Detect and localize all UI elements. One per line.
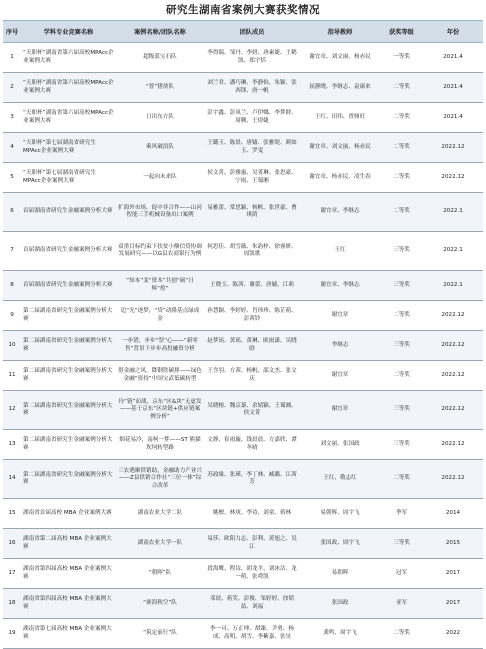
team-members-cell: 何思佳、胡雪薇、朱韵梓、徐睿妍、周凯歌 — [204, 232, 300, 271]
table-row — [3, 163, 483, 193]
row-number-cell: 5 — [3, 163, 21, 193]
award-year-cell: 2022.12 — [423, 331, 483, 361]
row-number-cell: 3 — [3, 103, 21, 133]
row-number-cell: 17 — [3, 559, 21, 589]
team-members-cell: 姚檀、林庚、李诗、刘童、蒋林 — [204, 499, 300, 529]
award-level-cell: 三等奖 — [380, 232, 423, 271]
competition-name-cell: 湖南省第四届高校 MBA 企业案例大赛 — [21, 559, 116, 589]
table-row — [3, 271, 483, 301]
case-name-cell: “赛海秋空”队 — [116, 589, 204, 619]
competition-name-cell: 第二届湖南省研究生金融案例分析大赛 — [21, 361, 116, 391]
table-row — [3, 460, 483, 499]
competition-name-cell: 湖南省第七届高校 MBA 企业案例大赛 — [21, 619, 116, 649]
award-year-cell: 2022.12 — [423, 301, 483, 331]
award-year-cell: 2022.12 — [423, 163, 483, 193]
case-name-cell: 追“光”逐梦，“贷”动隆基点绿成金 — [116, 301, 204, 331]
award-year-cell: 2022.12 — [423, 361, 483, 391]
award-year-cell: 2022.1 — [423, 193, 483, 232]
case-name-cell: 一步错，步步“祭”心——“新零售”背景下步步高投融资分析 — [116, 331, 204, 361]
award-level-cell: 三等奖 — [380, 331, 423, 361]
advisors-cell: 谢宜章、刘文丽、杨赤民 — [300, 43, 380, 73]
header-row — [3, 21, 483, 43]
competition-name-cell: 第二届湖南省研究生金融案例分析大赛 — [21, 301, 116, 331]
header-cell: 年份 — [423, 21, 483, 43]
advisors-cell: 易朝晖 — [300, 559, 380, 589]
team-members-cell: 彭宇鑫、彭凤兰、卢伊娜、李梦群、周腾、王煜婕 — [204, 103, 300, 133]
case-name-cell: 一起向未来队 — [116, 163, 204, 193]
award-year-cell: 2021.4 — [423, 43, 483, 73]
header-cell: 获奖等级 — [380, 21, 423, 43]
award-level-cell: 二等奖 — [380, 133, 423, 163]
row-number-cell: 18 — [3, 589, 21, 619]
award-year-cell: 2015 — [423, 529, 483, 559]
award-level-cell: 二等奖 — [380, 73, 423, 103]
team-members-cell: 段海鹰、程诗、胡龙平、刘冰洁、龙一萌、张舜凯 — [204, 559, 300, 589]
advisors-cell: 谢宜章、杨赤民、凌生春 — [300, 163, 380, 193]
award-level-cell: 季军 — [380, 499, 423, 529]
competition-name-cell: 首届湖南省研究生金融案例分析大赛 — [21, 193, 116, 232]
competition-name-cell: “天职杯”湖南省第六届高校MPAcc企业案例大赛 — [21, 103, 116, 133]
row-number-cell: 11 — [3, 361, 21, 391]
advisors-cell: 龚鸣、周宇飞 — [300, 619, 380, 649]
advisors-cell: 谢宜章、李继志 — [300, 193, 380, 232]
team-members-cell: 侯文菁、彭雅惠、吴菁琳、张思豪、宁雨、王蜀湘 — [204, 163, 300, 193]
award-level-cell: 三等奖 — [380, 529, 423, 559]
team-members-cell: 吴晓榕、魏京蓁、余婧颖、王蜀湘、侯文菁 — [204, 391, 300, 430]
team-members-cell: 易雅蕾、常思颖、杨帆、张世豪、曹琪荫 — [204, 193, 300, 232]
table-row — [3, 133, 483, 163]
case-name-cell: 乘风破浪队 — [116, 133, 204, 163]
team-members-cell: 王璐玉、陈晨、唐嫱、张雅缇、颜如玉、罗雯 — [204, 133, 300, 163]
award-level-cell: 冠军 — [380, 559, 423, 589]
table-row — [3, 232, 483, 271]
competition-name-cell: 第二届湖南省研究生金融案例分析大赛 — [21, 460, 116, 499]
row-number-cell: 9 — [3, 301, 21, 331]
award-level-cell: 二等奖 — [380, 619, 423, 649]
award-year-cell: 2017 — [423, 559, 483, 589]
row-number-cell: 12 — [3, 391, 21, 430]
award-year-cell: 2021.4 — [423, 103, 483, 133]
table-row — [3, 430, 483, 460]
advisors-cell: 易朝辉、周宇飞 — [300, 499, 380, 529]
award-level-cell: 二等奖 — [380, 163, 423, 193]
award-level-cell: 二等奖 — [380, 301, 423, 331]
competition-name-cell: 首届湖南省研究生金融案例分析大赛 — [21, 232, 116, 271]
case-name-cell: 玲“链”而战，京东“区&块”无虚发——基于京东“区块链+供应链案例分析” — [116, 391, 204, 430]
row-number-cell: 10 — [3, 331, 21, 361]
case-name-cell: 湖南农业大学二队 — [116, 499, 204, 529]
advisors-cell: 张国政 — [300, 589, 380, 619]
case-name-cell: 超级蓝宝石队 — [116, 43, 204, 73]
award-level-cell: 二等奖 — [380, 193, 423, 232]
team-members-cell: 孙慧颖、李婷婷、肖珍珍、陈芷萌、彭茜铃 — [204, 301, 300, 331]
advisors-cell: 谢宜章 — [300, 361, 380, 391]
advisors-cell: 刘文丽、张国政 — [300, 430, 380, 460]
header-cell: 学科专业竞赛名称 — [21, 21, 116, 43]
row-number-cell: 15 — [3, 499, 21, 529]
team-members-cell: 易莎、欧阳力志、彭利、黄旭之、吴江 — [204, 529, 300, 559]
table-header — [3, 21, 483, 43]
team-members-cell: 王晓玉、陈茜、谢蕾、唐嫱、江莉 — [204, 271, 300, 301]
case-name-cell: “智”猪侠队 — [116, 73, 204, 103]
row-number-cell: 1 — [3, 43, 21, 73]
row-number-cell: 6 — [3, 193, 21, 232]
case-name-cell: 借金融之风，降钢铁碳排——绿色金融“资持”中国宝武低碳转型 — [116, 361, 204, 391]
advisors-cell: 谢宜章、李继志 — [300, 271, 380, 301]
team-members-cell: 苏政缘、张瑛、李丁林、臧璐、江茜芳 — [204, 460, 300, 499]
award-level-cell: 二等奖 — [380, 361, 423, 391]
team-members-cell: 李一可、万正坤、胡臻、尹勇、杨成、高明、胡雪、李紫嘉、张昊 — [204, 619, 300, 649]
table-row — [3, 619, 483, 649]
competition-name-cell: 第二届湖南省研究生金融案例分析大赛 — [21, 391, 116, 430]
row-number-cell: 13 — [3, 430, 21, 460]
award-level-cell: 三等奖 — [380, 430, 423, 460]
competition-name-cell: 第二届湖南省研究生金融案例分析大赛 — [21, 430, 116, 460]
table-row — [3, 499, 483, 529]
team-members-cell: 赵梦瑶、黄瑶、黄琳、欧雨潇、吴晓晗 — [204, 331, 300, 361]
table-row — [3, 43, 483, 73]
table-body — [3, 43, 483, 649]
table-row — [3, 331, 483, 361]
table-row — [3, 589, 483, 619]
case-name-cell: 扩海外市场，促中非合作——山河智能三手机械设备出口案例 — [116, 193, 204, 232]
award-year-cell: 2022.1 — [423, 271, 483, 301]
award-year-cell: 2022.12 — [423, 460, 483, 499]
advisors-cell: 王红 — [300, 232, 380, 271]
award-year-cell: 2022.12 — [423, 391, 483, 430]
award-level-cell: 一等奖 — [380, 43, 423, 73]
case-name-cell: “知本”变“资本”共创“硕”日辉“煌” — [116, 271, 204, 301]
award-year-cell: 2022.12 — [423, 133, 483, 163]
team-members-cell: 王含羽、方茜、杨帆、邵文杰、张文庆 — [204, 361, 300, 391]
table-row — [3, 559, 483, 589]
table-row — [3, 391, 483, 430]
case-name-cell: 三农遇顺供销助，金融助力产业兴——Z县供销合作社“三位一体”综合改革 — [116, 460, 204, 499]
case-name-cell: 湖南农业大学一队 — [116, 529, 204, 559]
advisors-cell: 张国政、周宇飞 — [300, 529, 380, 559]
advisors-cell: 谢宜章 — [300, 391, 380, 430]
award-year-cell: 2014 — [423, 499, 483, 529]
competition-name-cell: 湖南省第四届高校 MBA 企业案例大赛 — [21, 589, 116, 619]
competition-name-cell: 湖南省第二届高校 MBA 企业案例大赛 — [21, 529, 116, 559]
table-row — [3, 73, 483, 103]
table-row — [3, 361, 483, 391]
header-cell: 序号 — [3, 21, 21, 43]
team-members-cell: 李得瑞、邹丹、李妍、唐素婕、王鹤凯、郑宇恬 — [204, 43, 300, 73]
case-name-cell: 烟花易冷，南柯一梦——ST 熊猫坎坷转型路 — [116, 430, 204, 460]
award-year-cell: 2022.1 — [423, 232, 483, 271]
table-row — [3, 103, 483, 133]
team-members-cell: 邓晨、蒋笑、彭俊、邹婷婷、徐韬喆、刘福 — [204, 589, 300, 619]
award-year-cell: 2021.4 — [423, 73, 483, 103]
advisors-cell: 李继志 — [300, 331, 380, 361]
award-level-cell: 三等奖 — [380, 391, 423, 430]
case-name-cell: “朝晖”队 — [116, 559, 204, 589]
competition-name-cell: 首届湖南省研究生金融案例分析大赛 — [21, 271, 116, 301]
row-number-cell: 16 — [3, 529, 21, 559]
award-level-cell: 三等奖 — [380, 271, 423, 301]
competition-name-cell: 湖南省首届高校 MBA 企业案例大赛 — [21, 499, 116, 529]
awards-table — [3, 20, 483, 649]
advisors-cell: 屈静晓、李继志、袁康来 — [300, 73, 380, 103]
row-number-cell: 8 — [3, 271, 21, 301]
award-level-cell: 亚军 — [380, 589, 423, 619]
row-number-cell: 19 — [3, 619, 21, 649]
competition-name-cell: 第二届湖南省研究生金融案例分析大赛 — [21, 331, 116, 361]
advisors-cell: 谢宜章 — [300, 301, 380, 331]
award-level-cell: 二等奖 — [380, 103, 423, 133]
header-cell: 团队成员 — [204, 21, 300, 43]
award-year-cell: 2022 — [423, 619, 483, 649]
team-members-cell: 文静、崔雨璇、钱晨晨、方嘉欣、谭冬晴 — [204, 430, 300, 460]
table-row — [3, 301, 483, 331]
award-year-cell: 2022.12 — [423, 430, 483, 460]
team-members-cell: 刘兰君、潘巧琳、李静怡、朱颖、张西锋、唐一帆 — [204, 73, 300, 103]
competition-name-cell: “天职杯”第七届湖南省研究生 MPAcc企业案例大赛 — [21, 133, 116, 163]
header-cell: 案例名称/团队名称 — [116, 21, 204, 43]
page-title: 研究生湖南省案例大赛获奖情况 — [166, 4, 320, 16]
competition-name-cell: “天职杯”湖南省第六届高校MPAcc企业案例大赛 — [21, 43, 116, 73]
competition-name-cell: “天职杯”第七届湖南省研究生 MPAcc企业案例大赛 — [21, 163, 116, 193]
row-number-cell: 7 — [3, 232, 21, 271]
advisors-cell: 王红、敬志红 — [300, 460, 380, 499]
table-row — [3, 193, 483, 232]
advisors-cell: 王红、田伟、曾娅旺 — [300, 103, 380, 133]
row-number-cell: 14 — [3, 460, 21, 499]
case-name-cell: 双重目标约束下扶贫小额信贷协调发展研究——以G县农商银行为例 — [116, 232, 204, 271]
award-level-cell: 二等奖 — [380, 460, 423, 499]
award-year-cell: 2017 — [423, 589, 483, 619]
case-name-cell: 日出东方队 — [116, 103, 204, 133]
advisors-cell: 谢宜章、刘文丽、杨赤民 — [300, 133, 380, 163]
row-number-cell: 4 — [3, 133, 21, 163]
table-row — [3, 529, 483, 559]
header-cell: 指导教师 — [300, 21, 380, 43]
row-number-cell: 2 — [3, 73, 21, 103]
case-name-cell: “筑定前行”队 — [116, 619, 204, 649]
competition-name-cell: “天职杯”湖南省第六届高校MPAcc企业案例大赛 — [21, 73, 116, 103]
